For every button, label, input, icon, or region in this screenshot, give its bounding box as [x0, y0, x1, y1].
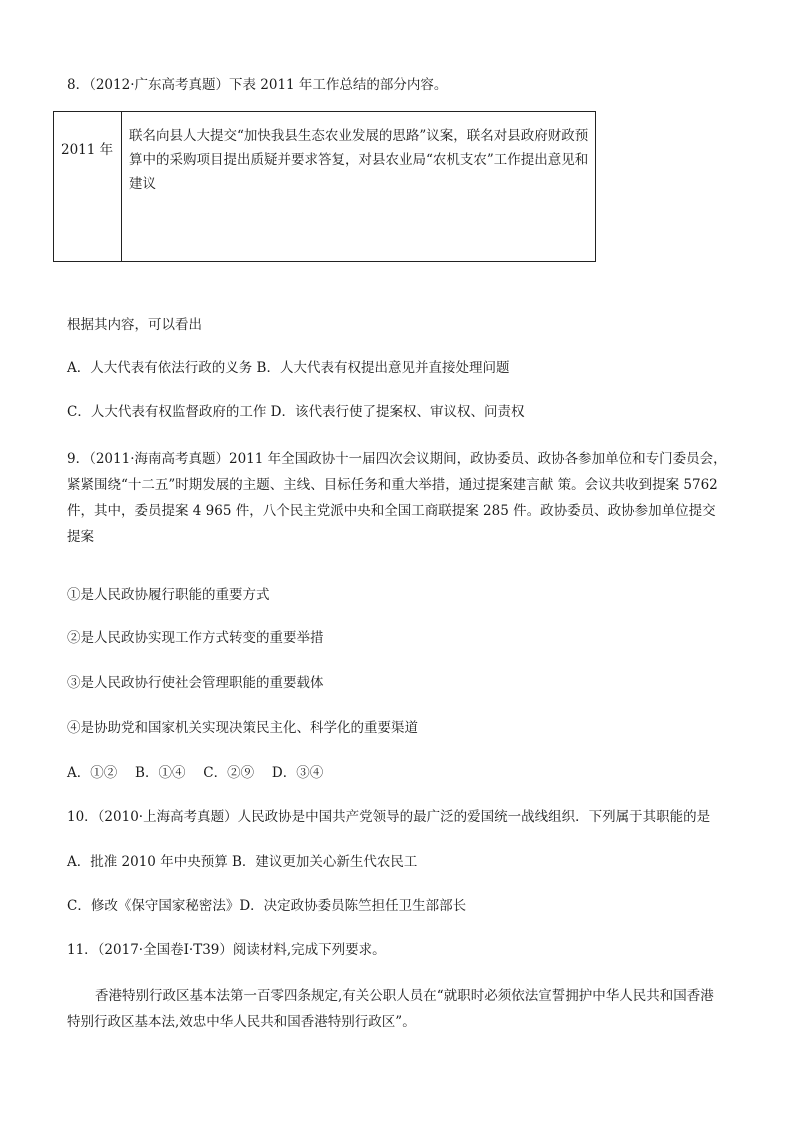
question-9-stem: 9．（2011·海南高考真题）2011 年全国政协十一届四次会议期间，政协委员、政协各参加单位和专门委员会，紧紧围绕“十二五”时期发展的主题、主线、目标任务和重大举措，通过提案建言献 策。会议共收到提案 5762 件，其中，委员提案 4 965 件，八个民主党派中央和全国工商联提案 285 件。政协委员、政协参加单位提交提案: [67, 451, 727, 545]
question-10-options-ab: A．批准 2010 年中央预算 B．建议更加关心新生代农民工: [67, 854, 418, 870]
question-9-item-3: ③是人民政协行使社会管理职能的重要载体: [67, 675, 324, 691]
question-8-options-cd: C．人大代表有权监督政府的工作 D．该代表行使了提案权、审议权、问责权: [67, 404, 525, 420]
question-9-item-1: ①是人民政协履行职能的重要方式: [67, 587, 270, 603]
question-10-stem: 10．（2010·上海高考真题）人民政协是中国共产党领导的最广泛的爱国统一战线组织．下列属于其职能的是: [67, 809, 711, 825]
question-9-options: A．①② B．①④ C．②⑨ D．③④: [67, 765, 324, 781]
content-cell: 联名向县人大提交“加快我县生态农业发展的思路”议案，联名对县政府财政预算中的采购项目提出质疑并要求答复，对县农业局“农机支农”工作提出意见和建议: [122, 112, 596, 262]
question-9-item-4: ④是协助党和国家机关实现决策民主化、科学化的重要渠道: [67, 720, 418, 736]
question-8-options-ab: A．人大代表有依法行政的义务 B．人大代表有权提出意见并直接处理问题: [67, 360, 510, 376]
year-cell: 2011 年: [54, 112, 122, 262]
question-8-prompt: 根据其内容，可以看出: [67, 317, 202, 333]
summary-table: [53, 111, 596, 262]
question-11-material: 香港特别行政区基本法第一百零四条规定,有关公职人员在“就职时必须依法宣誓拥护中华人民共和国香港特别行政区基本法,效忠中华人民共和国香港特别行政区”。: [67, 988, 714, 1030]
table-row: [54, 112, 596, 262]
question-9-item-2: ②是人民政协实现工作方式转变的重要举措: [67, 630, 324, 646]
question-11-stem: 11．（2017·全国卷Ⅰ·T39）阅读材料,完成下列要求。: [67, 942, 386, 958]
question-8-stem: 8．（2012·广东高考真题）下表 2011 年工作总结的部分内容。: [67, 77, 448, 93]
question-10-options-cd: C．修改《保守国家秘密法》D．决定政协委员陈竺担任卫生部部长: [67, 898, 467, 914]
